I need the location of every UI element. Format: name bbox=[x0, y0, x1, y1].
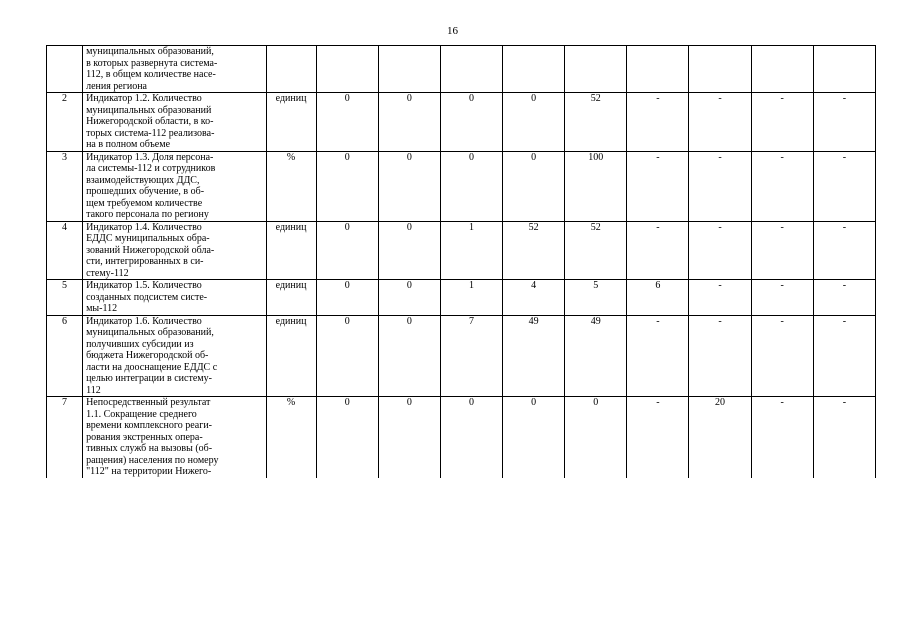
indicator-name-line: целью интеграции в систему- bbox=[86, 373, 212, 384]
indicator-name-line: 112 bbox=[86, 384, 101, 396]
value-cell: - bbox=[751, 93, 813, 152]
indicator-name-line: ласти на дооснащение ЕДДС с bbox=[86, 361, 218, 373]
indicator-name-line: муниципальных образований, bbox=[86, 46, 214, 57]
value-cell: - bbox=[751, 151, 813, 221]
value-cell: 49 bbox=[565, 315, 627, 397]
value-cell: 0 bbox=[378, 315, 440, 397]
indicator-name-line: Индикатор 1.6. Количество bbox=[86, 315, 202, 327]
unit-cell: единиц bbox=[266, 221, 316, 280]
value-cell: - bbox=[689, 151, 751, 221]
value-cell: - bbox=[689, 280, 751, 316]
value-cell bbox=[378, 46, 440, 93]
indicator-name-line: получивших субсидии из bbox=[86, 338, 194, 350]
value-cell: - bbox=[689, 93, 751, 152]
indicator-name-line: Непосредственный результат bbox=[86, 397, 211, 408]
row-number-cell: 3 bbox=[47, 151, 83, 221]
unit-cell: % bbox=[266, 397, 316, 478]
value-cell: 100 bbox=[565, 151, 627, 221]
value-cell: - bbox=[751, 315, 813, 397]
value-cell bbox=[627, 46, 689, 93]
value-cell: 0 bbox=[503, 397, 565, 478]
indicator-name-line: "112" на территории Нижего- bbox=[86, 466, 212, 477]
indicator-name-line: сти, интегрированных в си- bbox=[86, 256, 204, 267]
value-cell: - bbox=[813, 221, 875, 280]
table-row bbox=[47, 46, 876, 93]
indicator-name-line: в которых развернута система- bbox=[86, 57, 218, 69]
value-cell: 20 bbox=[689, 397, 751, 478]
value-cell bbox=[503, 46, 565, 93]
value-cell: - bbox=[813, 93, 875, 152]
value-cell: 0 bbox=[316, 221, 378, 280]
table-row bbox=[47, 93, 876, 152]
indicator-name-line: Нижегородской области, в ко- bbox=[86, 116, 214, 127]
value-cell: 0 bbox=[378, 280, 440, 316]
value-cell: - bbox=[627, 93, 689, 152]
indicator-name-line: Индикатор 1.2. Количество bbox=[86, 93, 202, 104]
value-cell: - bbox=[689, 315, 751, 397]
indicator-name-line: такого персонала по региону bbox=[86, 209, 209, 220]
unit-cell bbox=[266, 46, 316, 93]
row-number-cell: 7 bbox=[47, 397, 83, 478]
unit-cell: единиц bbox=[266, 280, 316, 316]
table-body bbox=[47, 46, 876, 478]
value-cell: 0 bbox=[316, 397, 378, 478]
indicator-name-cell bbox=[83, 397, 266, 478]
indicator-name-line: муниципальных образований bbox=[86, 104, 212, 116]
indicator-name-line: зований Нижегородской обла- bbox=[86, 244, 215, 256]
value-cell: 1 bbox=[440, 280, 502, 316]
indicators-table bbox=[46, 45, 876, 478]
indicator-name-line: времени комплексного реаги- bbox=[86, 420, 213, 431]
value-cell: - bbox=[813, 397, 875, 478]
indicator-name-line: на в полном объеме bbox=[86, 139, 171, 150]
unit-cell: единиц bbox=[266, 93, 316, 152]
value-cell bbox=[316, 46, 378, 93]
value-cell bbox=[440, 46, 502, 93]
indicator-name-line: бюджета Нижегородской об- bbox=[86, 350, 209, 361]
value-cell: 0 bbox=[565, 397, 627, 478]
value-cell: 0 bbox=[316, 280, 378, 316]
indicator-name-line: ЕДДС муниципальных обра- bbox=[86, 233, 210, 244]
value-cell: 0 bbox=[440, 93, 502, 152]
indicator-name-line: созданных подсистем систе- bbox=[86, 291, 208, 303]
indicator-name-cell bbox=[83, 93, 266, 152]
value-cell: 0 bbox=[378, 221, 440, 280]
indicator-name-cell bbox=[83, 151, 266, 221]
indicator-name-line: ла системы-112 и сотрудников bbox=[86, 163, 216, 174]
value-cell: 49 bbox=[503, 315, 565, 397]
indicator-name-cell bbox=[83, 280, 266, 316]
value-cell: - bbox=[813, 280, 875, 316]
indicator-name-line: прошедших обучение, в об- bbox=[86, 186, 205, 197]
value-cell: - bbox=[627, 315, 689, 397]
unit-cell: единиц bbox=[266, 315, 316, 397]
value-cell: 0 bbox=[503, 151, 565, 221]
value-cell: - bbox=[627, 221, 689, 280]
indicator-name-line: мы-112 bbox=[86, 303, 118, 314]
indicator-name-line: Индикатор 1.5. Количество bbox=[86, 280, 202, 291]
table-row bbox=[47, 151, 876, 221]
value-cell: 4 bbox=[503, 280, 565, 316]
table-row bbox=[47, 315, 876, 397]
indicator-name-line: 112, в общем количестве насе- bbox=[86, 69, 216, 80]
page-number: 16 bbox=[447, 25, 458, 37]
value-cell: - bbox=[627, 151, 689, 221]
indicator-name-line: стему-112 bbox=[86, 267, 129, 279]
value-cell: 0 bbox=[378, 397, 440, 478]
value-cell: 6 bbox=[627, 280, 689, 316]
indicator-name-line: 1.1. Сокращение среднего bbox=[86, 408, 197, 420]
value-cell: 0 bbox=[316, 315, 378, 397]
value-cell: 7 bbox=[440, 315, 502, 397]
indicator-name-line: щем требуемом количестве bbox=[86, 197, 203, 209]
value-cell: 0 bbox=[316, 151, 378, 221]
value-cell: - bbox=[627, 397, 689, 478]
value-cell: - bbox=[689, 221, 751, 280]
value-cell: 0 bbox=[503, 93, 565, 152]
table-row bbox=[47, 221, 876, 280]
indicator-name-line: муниципальных образований, bbox=[86, 327, 214, 338]
indicator-name-line: Индикатор 1.4. Количество bbox=[86, 221, 202, 233]
row-number-cell bbox=[47, 46, 83, 93]
indicator-name-cell bbox=[83, 46, 266, 93]
indicator-name-line: рования экстренных опера- bbox=[86, 431, 203, 443]
value-cell: 0 bbox=[378, 93, 440, 152]
value-cell bbox=[689, 46, 751, 93]
indicator-name-cell bbox=[83, 315, 266, 397]
indicator-name-line: ления региона bbox=[86, 80, 147, 92]
value-cell bbox=[565, 46, 627, 93]
indicator-name-cell bbox=[83, 221, 266, 280]
value-cell: 0 bbox=[378, 151, 440, 221]
row-number-cell: 4 bbox=[47, 221, 83, 280]
indicator-name-line: тивных служб на вызовы (об- bbox=[86, 443, 213, 454]
value-cell: 0 bbox=[440, 397, 502, 478]
value-cell: 52 bbox=[503, 221, 565, 280]
table-row bbox=[47, 397, 876, 478]
indicator-name-line: Индикатор 1.3. Доля персона- bbox=[86, 151, 214, 163]
row-number-cell: 2 bbox=[47, 93, 83, 152]
table-row bbox=[47, 280, 876, 316]
value-cell: 1 bbox=[440, 221, 502, 280]
value-cell: 0 bbox=[440, 151, 502, 221]
row-number-cell: 6 bbox=[47, 315, 83, 397]
unit-cell: % bbox=[266, 151, 316, 221]
value-cell: - bbox=[813, 315, 875, 397]
value-cell: - bbox=[751, 280, 813, 316]
value-cell: 52 bbox=[565, 93, 627, 152]
indicator-name-line: взаимодействующих ДДС, bbox=[86, 174, 200, 186]
value-cell: - bbox=[813, 151, 875, 221]
value-cell: - bbox=[751, 221, 813, 280]
value-cell bbox=[813, 46, 875, 93]
value-cell: 52 bbox=[565, 221, 627, 280]
value-cell: 0 bbox=[316, 93, 378, 152]
value-cell: - bbox=[751, 397, 813, 478]
row-number-cell: 5 bbox=[47, 280, 83, 316]
value-cell bbox=[751, 46, 813, 93]
indicator-name-line: ращения) населения по номеру bbox=[86, 454, 219, 466]
value-cell: 5 bbox=[565, 280, 627, 316]
indicator-name-line: торых система-112 реализова- bbox=[86, 127, 215, 139]
